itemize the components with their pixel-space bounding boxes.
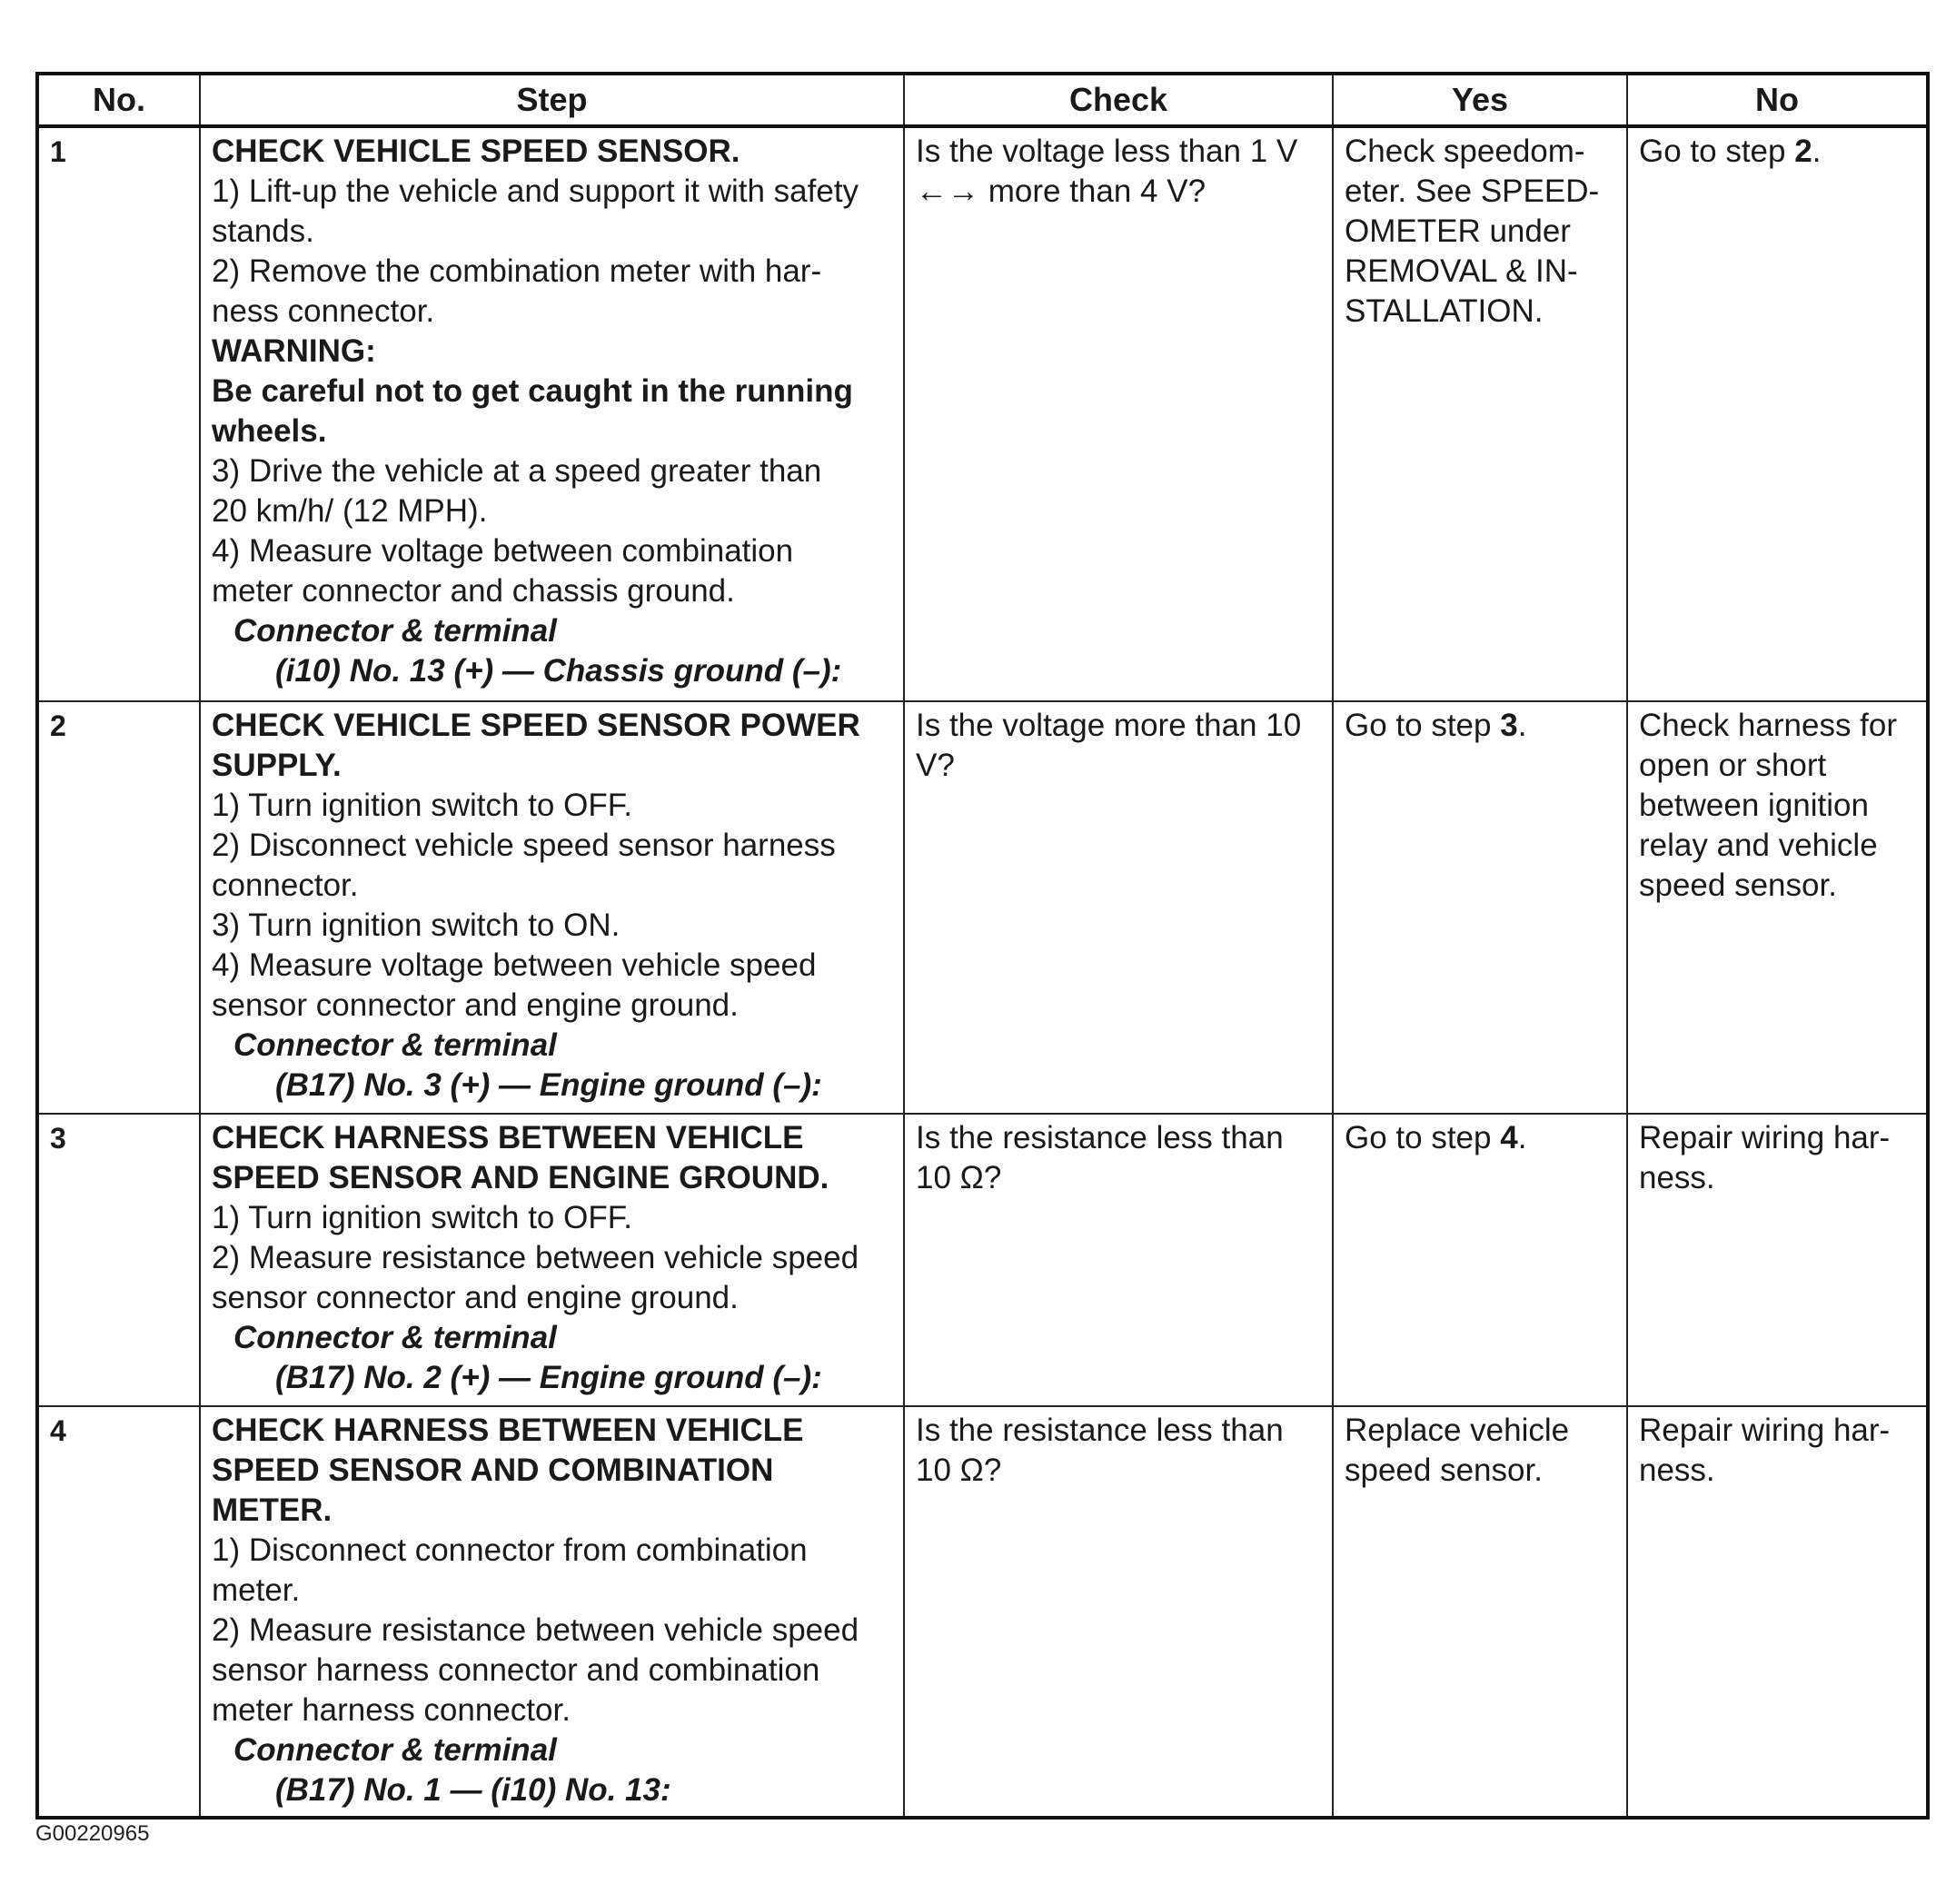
step-line: ness connector. <box>212 293 435 329</box>
no-line <box>1639 132 1917 172</box>
check-line: Is the resistance less than <box>916 1413 1284 1448</box>
yes-line <box>1345 1118 1617 1158</box>
step-line: meter. <box>212 1572 301 1608</box>
header-yes: Yes <box>1333 74 1627 126</box>
step-title: CHECK HARNESS BETWEEN VEHICLE <box>212 1120 804 1155</box>
check-line: 10 Ω? <box>916 1453 1002 1488</box>
connector-label: Connector & terminal <box>233 613 557 649</box>
goto-period: . <box>1812 134 1822 169</box>
check-cell <box>904 701 1333 1114</box>
step-line: 2) Measure resistance between vehicle speed <box>212 1240 859 1275</box>
header-no: No. <box>37 74 200 126</box>
no-line: ness. <box>1639 1453 1715 1488</box>
step-title: CHECK VEHICLE SPEED SENSOR POWER <box>212 708 860 743</box>
connector-value: (B17) No. 1 — (i10) No. 13: <box>275 1772 671 1808</box>
goto-period: . <box>1517 708 1527 743</box>
yes-cell <box>1333 701 1627 1114</box>
no-line: Check harness for <box>1639 708 1898 743</box>
step-line: 3) Turn ignition switch to ON. <box>212 907 621 943</box>
no-line: relay and vehicle <box>1639 828 1878 863</box>
connector-value: (B17) No. 3 (+) — Engine ground (–): <box>275 1067 822 1103</box>
connector-value: (i10) No. 13 (+) — Chassis ground (–): <box>275 653 842 689</box>
check-line: Is the resistance less than <box>916 1120 1284 1155</box>
table-header-row <box>37 74 1928 126</box>
step-line: 1) Turn ignition switch to OFF. <box>212 788 632 823</box>
check-line: Is the voltage less than 1 V <box>916 134 1298 169</box>
step-title: CHECK HARNESS BETWEEN VEHICLE <box>212 1413 804 1448</box>
yes-cell <box>1333 1406 1627 1818</box>
step-title: SPEED SENSOR AND ENGINE GROUND. <box>212 1160 829 1195</box>
step-title: SUPPLY. <box>212 748 342 783</box>
check-line: V? <box>916 748 955 783</box>
step-line: meter harness connector. <box>212 1692 571 1728</box>
goto-step-number: 3 <box>1500 708 1518 743</box>
no-cell <box>1627 1114 1928 1406</box>
check-cell <box>904 126 1333 701</box>
step-line: sensor connector and engine ground. <box>212 1280 739 1315</box>
row-number: 1 <box>37 126 200 701</box>
yes-cell <box>1333 126 1627 701</box>
no-cell <box>1627 1406 1928 1818</box>
step-line: 3) Drive the vehicle at a speed greater than <box>212 453 822 489</box>
goto-text: Go to step <box>1639 134 1795 169</box>
yes-cell <box>1333 1114 1627 1406</box>
step-line: 4) Measure voltage between vehicle speed <box>212 947 817 983</box>
yes-line: speed sensor. <box>1345 1453 1543 1488</box>
connector-value: (B17) No. 2 (+) — Engine ground (–): <box>275 1360 822 1395</box>
step-line: 1) Turn ignition switch to OFF. <box>212 1200 632 1235</box>
no-line: between ignition <box>1639 788 1869 823</box>
no-line: Repair wiring har- <box>1639 1413 1891 1448</box>
step-cell <box>200 1114 904 1406</box>
goto-text: Go to step <box>1345 1120 1501 1155</box>
step-title: METER. <box>212 1492 333 1528</box>
step-line: sensor connector and engine ground. <box>212 987 739 1023</box>
goto-step-number: 4 <box>1500 1120 1518 1155</box>
goto-period: . <box>1517 1120 1527 1155</box>
connector-label: Connector & terminal <box>233 1027 557 1063</box>
step-line: connector. <box>212 868 359 903</box>
step-cell <box>200 126 904 701</box>
header-step: Step <box>200 74 904 126</box>
row-number: 2 <box>37 701 200 1114</box>
table-row <box>37 1406 1928 1818</box>
goto-text: Go to step <box>1345 708 1501 743</box>
yes-line <box>1345 706 1617 746</box>
yes-line: Check speedom- <box>1345 134 1585 169</box>
connector-label: Connector & terminal <box>233 1320 557 1355</box>
connector-label: Connector & terminal <box>233 1732 557 1768</box>
header-no-result: No <box>1627 74 1928 126</box>
step-title: CHECK VEHICLE SPEED SENSOR. <box>212 134 740 169</box>
warning-text: wheels. <box>212 413 327 449</box>
check-line: ←→ more than 4 V? <box>916 174 1206 209</box>
figure-id: G00220965 <box>35 1821 150 1846</box>
yes-line: OMETER under <box>1345 213 1571 249</box>
diagnostic-table <box>35 72 1930 1820</box>
no-line: ness. <box>1639 1160 1715 1195</box>
step-line: 20 km/h/ (12 MPH). <box>212 493 488 529</box>
check-cell <box>904 1114 1333 1406</box>
header-check: Check <box>904 74 1333 126</box>
yes-line: REMOVAL & IN- <box>1345 253 1578 289</box>
check-line: Is the voltage more than 10 <box>916 708 1302 743</box>
step-cell <box>200 701 904 1114</box>
step-line: stands. <box>212 213 314 249</box>
no-cell <box>1627 126 1928 701</box>
warning-heading: WARNING: <box>212 333 376 369</box>
check-line: 10 Ω? <box>916 1160 1002 1195</box>
step-line: meter connector and chassis ground. <box>212 573 735 609</box>
step-cell <box>200 1406 904 1818</box>
yes-line: STALLATION. <box>1345 293 1544 329</box>
table-row <box>37 126 1928 701</box>
table-row <box>37 1114 1928 1406</box>
warning-text: Be careful not to get caught in the running <box>212 373 853 409</box>
step-line: 2) Measure resistance between vehicle speed <box>212 1612 859 1648</box>
step-line: 2) Disconnect vehicle speed sensor harness <box>212 828 836 863</box>
no-line: Repair wiring har- <box>1639 1120 1891 1155</box>
step-line: 2) Remove the combination meter with har- <box>212 253 822 289</box>
step-line: sensor harness connector and combination <box>212 1652 820 1688</box>
table-row <box>37 701 1928 1114</box>
step-line: 4) Measure voltage between combination <box>212 533 794 569</box>
yes-line: Replace vehicle <box>1345 1413 1570 1448</box>
yes-line: eter. See SPEED- <box>1345 174 1600 209</box>
check-cell <box>904 1406 1333 1818</box>
no-line: speed sensor. <box>1639 868 1837 903</box>
no-line: open or short <box>1639 748 1827 783</box>
goto-step-number: 2 <box>1794 134 1812 169</box>
row-number: 4 <box>37 1406 200 1818</box>
row-number: 3 <box>37 1114 200 1406</box>
no-cell <box>1627 701 1928 1114</box>
step-title: SPEED SENSOR AND COMBINATION <box>212 1453 774 1488</box>
step-line: 1) Lift-up the vehicle and support it with safety <box>212 174 859 209</box>
step-line: 1) Disconnect connector from combination <box>212 1532 808 1568</box>
